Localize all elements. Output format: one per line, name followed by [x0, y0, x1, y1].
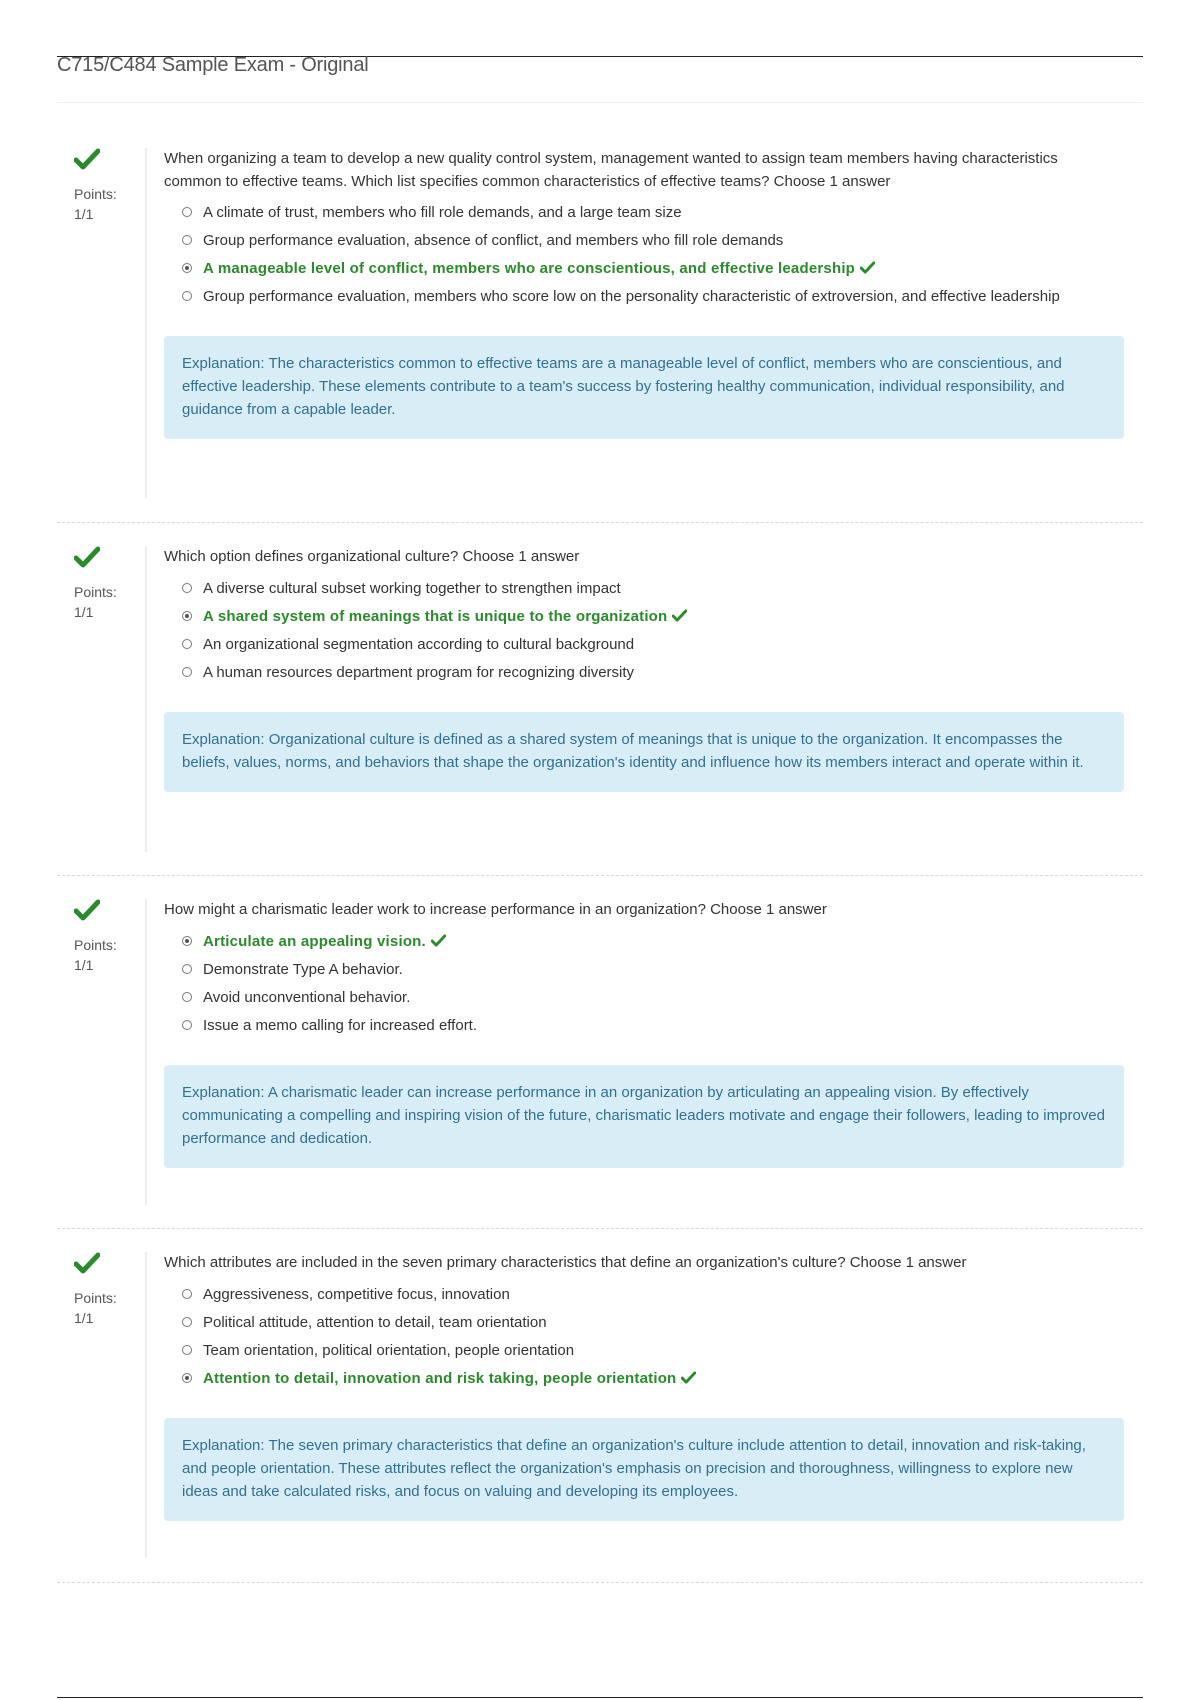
answer-option-correct[interactable]	[182, 931, 1124, 953]
answer-option-text: Group performance evaluation, absence of conflict, and members who fill role demands	[203, 232, 784, 249]
bottom-rule	[57, 1697, 1143, 1698]
question-divider-line	[145, 148, 147, 498]
explanation-box: Explanation: A charismatic leader can increase performance in an organization by articulating an appealing vision. By effectively communicating a compelling and inspiring vision of the future, charismatic leaders motivate and engage their followers, leading to improved performance and dedication.	[164, 1065, 1124, 1168]
answer-option-label	[203, 286, 1060, 308]
correct-checkmark-icon	[860, 259, 875, 272]
question-text: Which attributes are included in the seven primary characteristics that define an organization's culture? Choose 1 answer	[164, 1254, 967, 1271]
answer-option-label	[203, 987, 410, 1009]
correct-checkmark-icon	[681, 1369, 696, 1382]
title-divider	[57, 102, 1143, 103]
answer-option[interactable]	[182, 286, 1124, 308]
answer-option-label	[203, 578, 621, 600]
question-body	[164, 546, 1124, 792]
answer-option-label	[203, 634, 634, 656]
question-status	[74, 899, 144, 975]
correct-checkmark-icon	[431, 932, 446, 945]
answer-option-label	[203, 1340, 574, 1362]
question-separator	[57, 875, 1143, 876]
question-text: Which option defines organizational culture? Choose 1 answer	[164, 548, 580, 565]
answer-option-text: Team orientation, political orientation, people orientation	[203, 1341, 575, 1359]
answer-option[interactable]	[182, 987, 1124, 1009]
question-status	[74, 1252, 144, 1328]
answer-options	[164, 578, 1124, 684]
answer-option-label	[203, 931, 446, 953]
points-label: Points:	[74, 1290, 117, 1306]
answer-options	[164, 931, 1124, 1037]
explanation-box: Explanation: Organizational culture is defined as a shared system of meanings that is unique to the organization. It encompasses the beliefs, values, norms, and behaviors that shape the organization's identity and influence how its members interact and operate within it.	[164, 712, 1124, 792]
answer-option[interactable]	[182, 1015, 1124, 1037]
question-status	[74, 148, 144, 224]
answer-option[interactable]	[182, 1312, 1124, 1334]
answer-option[interactable]	[182, 662, 1124, 684]
answer-option-text: Group performance evaluation, members who score low on the personality characteristic of extroversion, and effective leadership	[203, 288, 1060, 305]
question-body	[164, 148, 1124, 439]
answer-option-correct[interactable]	[182, 1368, 1124, 1390]
explanation-box: Explanation: The seven primary characteristics that define an organization's culture include attention to detail, innovation and risk-taking, and people orientation. These attributes reflect the organization's emphasis on precision and thoroughness, willingness to explore new ideas and take calculated risks, and focus on valuing and developing its employees.	[164, 1418, 1124, 1521]
points-value: 1/1	[74, 604, 94, 620]
answer-option-text: Avoid unconventional behavior.	[203, 988, 411, 1006]
answer-option-text: Demonstrate Type A behavior.	[203, 960, 403, 978]
radio-icon[interactable]	[182, 291, 192, 301]
answer-option-label	[203, 1015, 477, 1037]
checkmark-icon	[74, 899, 100, 921]
checkmark-icon	[74, 546, 100, 568]
answer-option-label	[203, 258, 875, 280]
question-status	[74, 546, 144, 622]
answer-option[interactable]	[182, 959, 1124, 981]
answer-option-text: A manageable level of conflict, members who are conscientious, and effective leadership	[203, 260, 856, 277]
answer-option[interactable]	[182, 634, 1124, 656]
radio-selected-icon[interactable]	[182, 263, 192, 273]
radio-icon[interactable]	[182, 1020, 192, 1030]
answer-option-label	[203, 959, 403, 981]
answer-option-text: Aggressiveness, competitive focus, innovation	[203, 1285, 510, 1303]
answer-option-label	[203, 230, 783, 252]
answer-option-text: Political attitude, attention to detail, team orientation	[203, 1313, 547, 1331]
radio-selected-icon[interactable]	[182, 1373, 192, 1383]
answer-option-label	[203, 606, 687, 628]
points-value: 1/1	[74, 1310, 94, 1326]
answer-option[interactable]	[182, 230, 1124, 252]
answer-options	[164, 202, 1124, 308]
question-text: How might a charismatic leader work to increase performance in an organization? Choose 1 answer	[164, 901, 827, 918]
question-divider-line	[145, 546, 147, 852]
points-label: Points:	[74, 584, 117, 600]
checkmark-icon	[74, 148, 100, 170]
answer-option-label	[203, 662, 634, 684]
radio-icon[interactable]	[182, 1317, 192, 1327]
radio-icon[interactable]	[182, 639, 192, 649]
answer-option-text: A human resources department program for recognizing diversity	[203, 663, 635, 681]
answer-option-text: Issue a memo calling for increased effort.	[203, 1016, 478, 1034]
correct-checkmark-icon	[672, 607, 687, 620]
answer-option-text: An organizational segmentation according to cultural background	[203, 635, 635, 653]
question-divider-line	[145, 899, 147, 1205]
page-title: C715/C484 Sample Exam - Original	[57, 54, 369, 76]
answer-option[interactable]	[182, 1340, 1124, 1362]
radio-icon[interactable]	[182, 964, 192, 974]
question-separator	[57, 1228, 1143, 1229]
answer-option-correct[interactable]	[182, 606, 1124, 628]
answer-option-label	[203, 1312, 547, 1334]
answer-option-label	[203, 1368, 696, 1390]
points-value: 1/1	[74, 206, 94, 222]
radio-icon[interactable]	[182, 667, 192, 677]
radio-icon[interactable]	[182, 207, 192, 217]
answer-options	[164, 1284, 1124, 1390]
answer-option-correct[interactable]	[182, 258, 1124, 280]
explanation-box: Explanation: The characteristics common to effective teams are a manageable level of conflict, members who are conscientious, and effective leadership. These elements contribute to a team's success by fostering healthy communication, individual responsibility, and guidance from a capable leader.	[164, 336, 1124, 439]
answer-option-text: A shared system of meanings that is unique to the organization	[203, 607, 668, 625]
radio-icon[interactable]	[182, 1345, 192, 1355]
radio-icon[interactable]	[182, 1289, 192, 1299]
question-body	[164, 1252, 1124, 1521]
answer-option[interactable]	[182, 202, 1124, 224]
answer-option-text: Articulate an appealing vision.	[203, 932, 426, 950]
answer-option[interactable]	[182, 1284, 1124, 1306]
radio-icon[interactable]	[182, 235, 192, 245]
points-value: 1/1	[74, 957, 94, 973]
question-body	[164, 899, 1124, 1168]
question-separator	[57, 1582, 1143, 1583]
answer-option-text: A diverse cultural subset working together to strengthen impact	[203, 579, 621, 597]
answer-option-text: Attention to detail, innovation and risk taking, people orientation	[203, 1369, 677, 1387]
radio-icon[interactable]	[182, 583, 192, 593]
points-label: Points:	[74, 186, 117, 202]
points-label: Points:	[74, 937, 117, 953]
radio-icon[interactable]	[182, 992, 192, 1002]
question-text: When organizing a team to develop a new quality control system, management wanted to assign team members having characteristics common to effective teams. Which list specifies common characteristics of effective teams? Choose 1 answer	[164, 150, 1058, 190]
answer-option-label	[203, 1284, 510, 1306]
question-divider-line	[145, 1252, 147, 1558]
question-separator	[57, 522, 1143, 523]
answer-option[interactable]	[182, 578, 1124, 600]
radio-selected-icon[interactable]	[182, 936, 192, 946]
checkmark-icon	[74, 1252, 100, 1274]
radio-selected-icon[interactable]	[182, 611, 192, 621]
answer-option-text: A climate of trust, members who fill role demands, and a large team size	[203, 204, 682, 221]
answer-option-label	[203, 202, 682, 224]
